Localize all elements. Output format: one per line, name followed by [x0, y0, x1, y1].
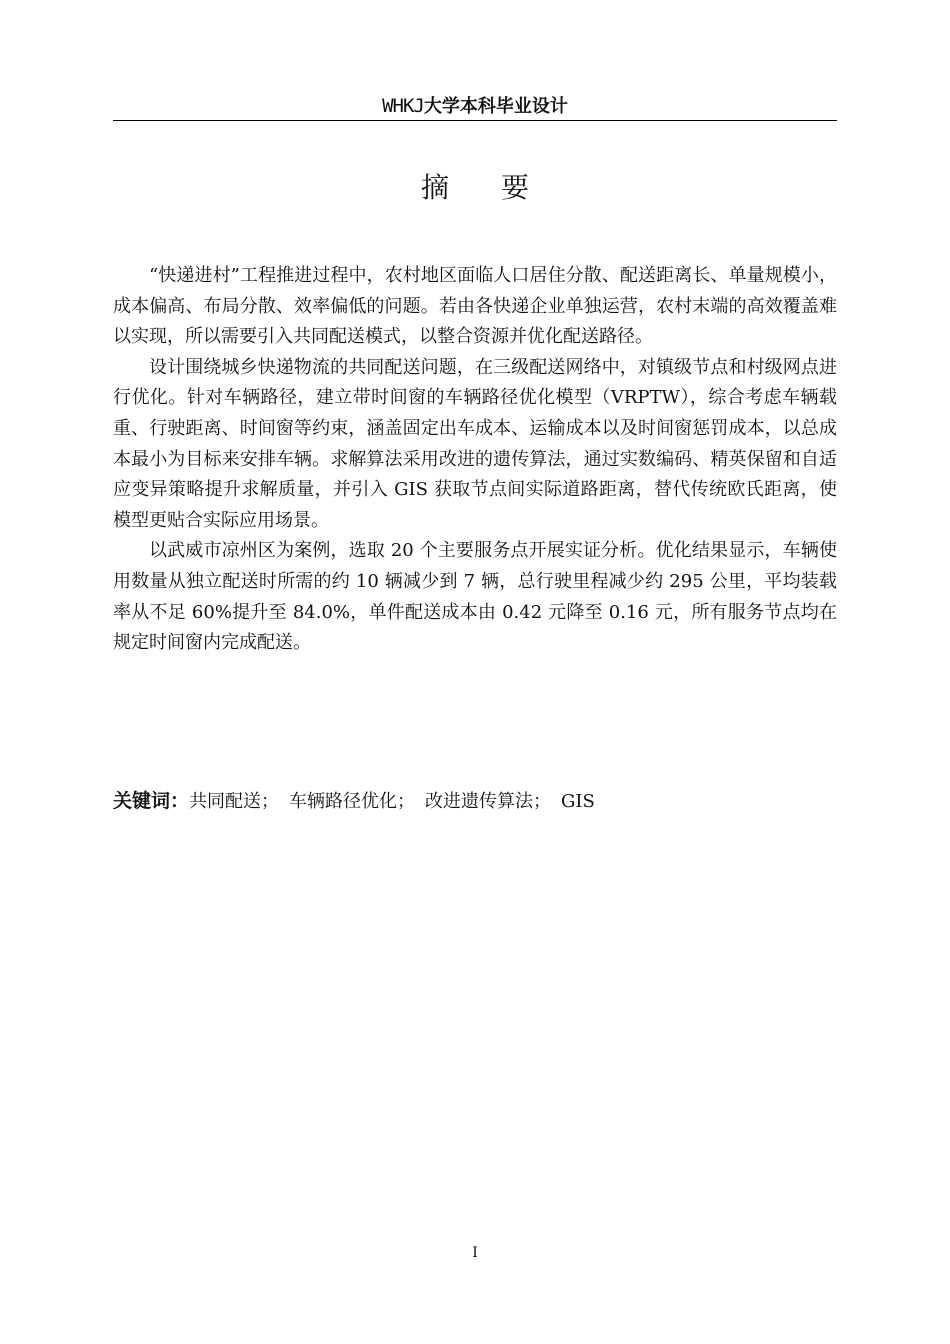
abstract-title: 摘要 — [420, 171, 581, 204]
abstract-body — [113, 261, 837, 659]
keyword-item: GIS — [561, 791, 595, 812]
running-header — [113, 94, 837, 119]
keyword-item: 车辆路径优化； — [289, 791, 416, 812]
header-rule — [113, 120, 837, 121]
keyword-item: 改进遗传算法； — [425, 791, 552, 812]
abstract-paragraph-1: “快递进村”工程推进过程中，农村地区面临人口居住分散、配送距离长、单量规模小，成本偏高、布局分散、效率偏低的问题。若由各快递企业单独运营，农村末端的高效覆盖难以实现，所以需要引入共同配送模式，以整合资源并优化配送路径。 — [113, 265, 837, 348]
header-school-code: WHKJ — [382, 95, 424, 117]
keywords-line — [113, 786, 837, 817]
keyword-item: 共同配送； — [189, 791, 280, 812]
header-document-type: 大学本科毕业设计 — [423, 96, 568, 117]
abstract-paragraph-2: 设计围绕城乡快递物流的共同配送问题，在三级配送网络中，对镇级节点和村级网点进行优化。针对车辆路径，建立带时间窗的车辆路径优化模型（VRPTW），综合考虑车辆载重、行驶距离、时间窗等约束，涵盖固定出车成本、运输成本以及时间窗惩罚成本，以总成本最小为目标来安排车辆。求解算法采用改进的遗传算法，通过实数编码、精英保留和自适应变异策略提升求解质量，并引入 GIS 获取节点间实际道路距离，替代传统欧氏距离，使模型更贴合实际应用场景。 — [113, 356, 837, 531]
keywords-label: 关键词： — [113, 790, 190, 812]
abstract-paragraph-3: 以武威市凉州区为案例，选取 20 个主要服务点开展实证分析。优化结果显示，车辆使用数量从独立配送时所需的约 10 辆减少到 7 辆，总行驶里程减少约 295 公里，平均装载率从不足 60%提升至 84.0%，单件配送成本由 0.42 元降至 0.16 元，所有服务节点均在规定时间窗内完成配送。 — [113, 540, 837, 654]
page-number: I — [472, 1245, 478, 1261]
